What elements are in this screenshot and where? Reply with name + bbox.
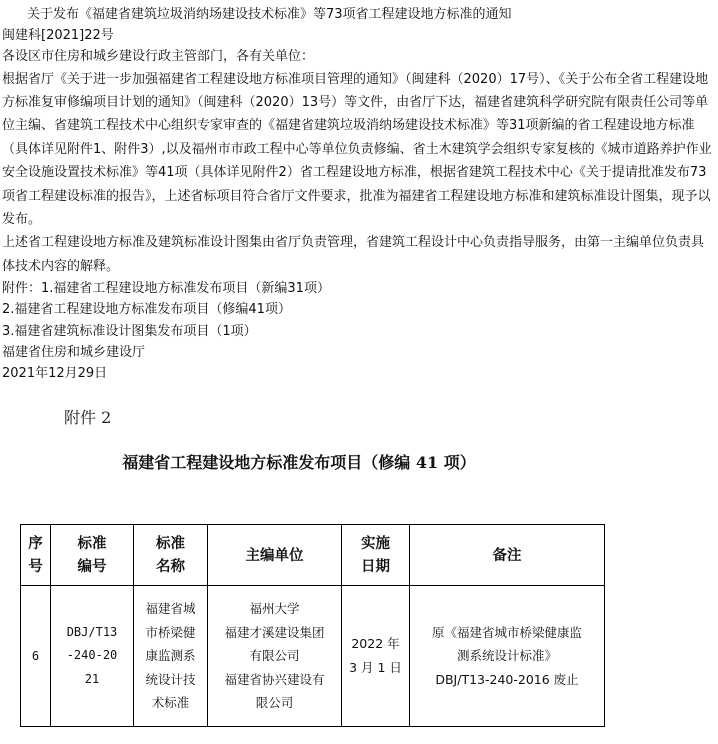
header-editor: 主编单位: [208, 525, 342, 586]
body-paragraph-2: 上述省工程建设地方标准及建筑标准设计图集由省厅负责管理，省建筑工程设计中心负责指导服务，由第一主编单位负责具体技术内容的解释。: [2, 235, 705, 274]
table-row: [21, 586, 605, 727]
header-name: 标准 名称: [134, 525, 208, 586]
standards-table: [20, 524, 605, 727]
cell-date: 2022 年 3 月 1 日: [342, 586, 410, 727]
header-code: 标准 编号: [51, 525, 134, 586]
table-header-row: [21, 525, 605, 586]
cell-editors: 福州大学 福建才溪建设集团 有限公司 福建省协兴建设有 限公司: [208, 586, 342, 727]
attachment-list-item: 附件：1.福建省工程建设地方标准发布项目（新编31项）: [2, 281, 330, 297]
issuer: 福建省住房和城乡建设厅: [2, 344, 146, 360]
attachment-list-item: 2.福建省工程建设地方标准发布项目（修编41项）: [2, 302, 291, 318]
notice-document: [2, 4, 714, 384]
notice-title: 关于发布《福建省建筑垃圾消纳场建设技术标准》等73项省工程建设地方标准的通知: [27, 7, 512, 22]
attachment-label: 附件 2: [64, 408, 112, 427]
cell-remark: 原《福建省城市桥梁健康监 测系统设计标准》 DBJ/T13-240-2016 废止: [410, 586, 605, 727]
table-title: 福建省工程建设地方标准发布项目（修编 41 项）: [122, 453, 476, 472]
header-date: 实施 日期: [342, 525, 410, 586]
cell-code: DBJ/T13 -240-20 21: [51, 586, 134, 727]
addressee: 各设区市住房和城乡建设行政主管部门，各有关单位：: [2, 49, 315, 65]
attachment-list-item: 3.福建省建筑标准设计图集发布项目（1项）: [2, 323, 257, 339]
cell-name: 福建省城 市桥梁健 康监测系 统设计技 术标准: [134, 586, 208, 727]
document-number: 闽建科[2021]22号: [2, 28, 114, 44]
cell-seq: 6: [21, 586, 51, 727]
header-seq: 序 号: [21, 525, 51, 586]
issue-date: 2021年12月29日: [2, 366, 108, 382]
header-remark: 备注: [410, 525, 605, 586]
body-paragraph-1: 根据省厅《关于进一步加强福建省工程建设地方标准项目管理的通知》（闽建科（2020）17号）、《关于公布全省工程建设地方标准复审修编项目计划的通知》（闽建科（2020）13号）等文件，由省厅下达，福建省建筑科学研究院有限责任公司等单位主编、省建筑工程技术中心组织专家审查的《福建省建筑垃圾消纳场建设技术标准》等31项新编的省工程建设地方标准（具体详见附件1、附件3）,以及福州市市政工程中心等单位负责修编、省土木建筑学会组织专家复核的《城市道路养护作业安全设施设置技术标准》等41项（具体详见附件2）省工程建设地方标准，根据省建筑工程技术中心《关于提请批准发布73项省工程建设标准的报告》，上述省标项目符合省厅文件要求，批准为福建省工程建设地方标准和建筑标准设计图集，现予以发布。: [2, 71, 712, 228]
